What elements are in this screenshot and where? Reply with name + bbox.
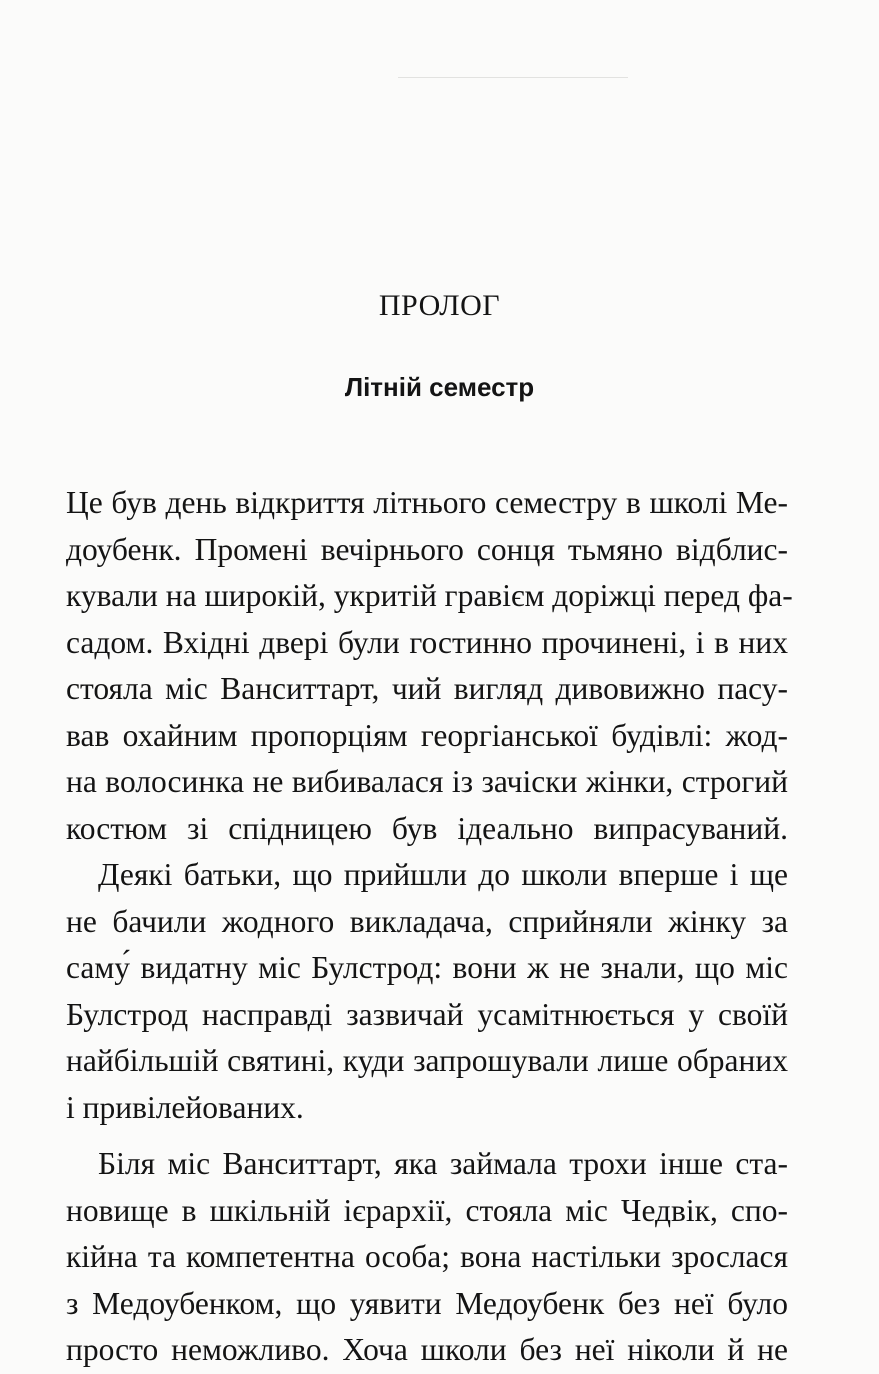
text-line: Деякі батьки, що прийшли до школи вперше і ще: [98, 857, 788, 892]
text-line: Булстрод насправді зазвичай усамітнюється у своїй: [66, 996, 788, 1032]
text-line: новище в шкільній ієрархії, стояла міс Чедвік, спо-: [66, 1192, 788, 1228]
paragraph: [66, 480, 793, 852]
text-line: вав охайним пропорціям георгіанської будівлі: жод-: [66, 717, 788, 753]
text-line: костюм зі спідницею був ідеально випрасуваний.: [66, 810, 788, 846]
text-line: кійна та компетентна особа; вона настільки зрослася: [66, 1239, 788, 1274]
text-line: садом. Вхідні двері були гостинно прочинені, і в них: [66, 624, 788, 660]
text-line: найбільшій святині, куди запрошували лише обраних: [66, 1043, 788, 1078]
text-line: стояла міс Ванситтарт, чий вигляд дивовижно пасу-: [66, 671, 788, 706]
text-line: саму́ видатну міс Булстрод: вони ж не знали, що міс: [66, 950, 788, 985]
text-line: кували на широкій, укритій гравієм доріжці перед фа-: [66, 578, 793, 613]
text-line: просто неможливо. Хоча школи без неї ніколи й не: [66, 1332, 788, 1367]
text-line: з Медоубенком, що уявити Медоубенк без неї було: [66, 1285, 788, 1321]
paragraph-gap: [66, 1131, 788, 1141]
text-line: і привілейованих.: [66, 1089, 304, 1125]
text-line: не бачили жодного викладача, сприйняли жінку за: [66, 903, 788, 939]
text-line: Це був день відкриття літнього семестру в школі Ме-: [66, 485, 788, 520]
text-line: Біля міс Ванситтарт, яка займала трохи інше ста-: [98, 1146, 788, 1181]
section-title: Літній семестр: [344, 372, 535, 402]
body-text: [66, 480, 793, 1374]
text-line: на волосинка не вибивалася із зачіски жінки, строгий: [66, 764, 788, 799]
text-line: доубенк. Промені вечірнього сонця тьмяно відблис-: [66, 531, 788, 567]
paragraph: [66, 1141, 788, 1374]
top-rule: [398, 77, 628, 78]
chapter-title: ПРОЛОГ: [378, 289, 501, 322]
paragraph: [66, 852, 788, 1131]
